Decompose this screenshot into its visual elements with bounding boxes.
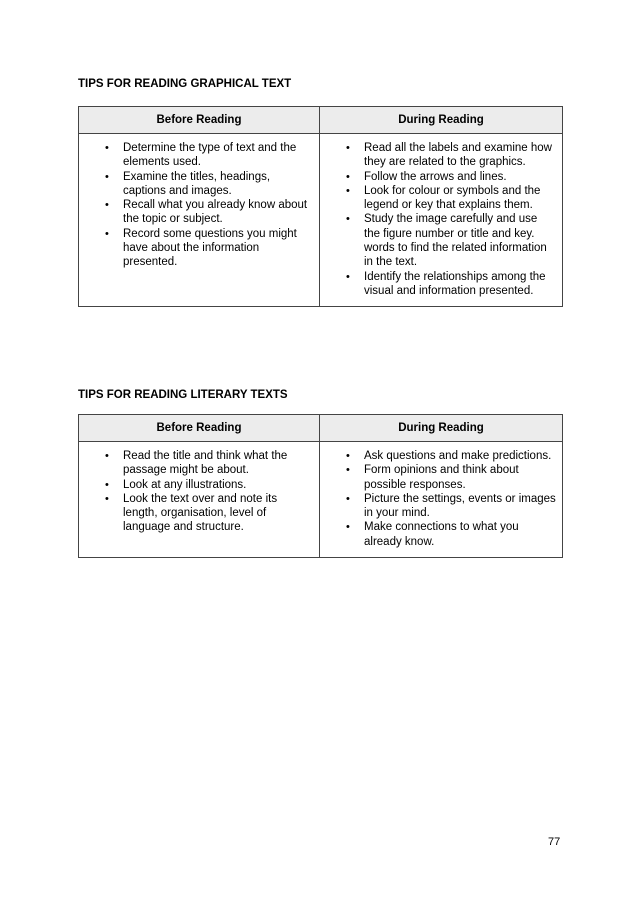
list-item [326, 492, 556, 521]
before-reading-cell [79, 134, 320, 307]
list-item-text: Record some questions you might have about the information presented. [123, 227, 297, 269]
list-item [326, 170, 556, 184]
bullet-icon: • [346, 184, 350, 197]
bullet-icon: • [346, 492, 350, 505]
literary-texts-table [78, 414, 563, 558]
list-item-text: Make connections to what you already know. [364, 521, 519, 548]
section-title-literary: TIPS FOR READING LITERARY TEXTS [78, 389, 288, 401]
bullet-icon: • [346, 142, 350, 154]
during-reading-list [326, 141, 556, 298]
list-item-text: Recall what you already know about the topic or subject. [123, 199, 308, 226]
table-row [79, 442, 563, 558]
during-reading-cell [320, 442, 563, 558]
list-item [85, 478, 313, 492]
list-item [326, 270, 556, 299]
bullet-icon: • [105, 170, 109, 183]
list-item [85, 227, 313, 270]
table-row [79, 134, 563, 307]
bullet-icon: • [346, 213, 350, 226]
list-item-text: Read the title and think what the passage might be about. [123, 450, 288, 477]
list-item-text: Determine the type of text and the elements used. [123, 142, 297, 169]
during-reading-cell [320, 134, 563, 307]
section-title-graphical: TIPS FOR READING GRAPHICAL TEXT [78, 78, 292, 90]
list-item-text: Look at any illustrations. [123, 478, 247, 491]
before-reading-list [85, 449, 313, 535]
list-item [326, 449, 556, 463]
bullet-icon: • [105, 450, 109, 462]
bullet-icon: • [346, 521, 350, 534]
list-item [85, 141, 313, 170]
list-item [85, 449, 313, 478]
graphical-text-table [78, 106, 563, 307]
list-item-text: Form opinions and think about possible responses. [364, 464, 519, 491]
list-item-text: Look for colour or symbols and the legend or key that explains them. [364, 184, 541, 212]
column-header-during: During Reading [320, 415, 563, 442]
list-item [326, 463, 556, 492]
list-item [326, 520, 556, 549]
list-item [85, 170, 313, 199]
before-reading-cell [79, 442, 320, 558]
bullet-icon: • [346, 450, 350, 462]
list-item [85, 492, 313, 535]
table-header-row [79, 107, 563, 134]
list-item [326, 212, 556, 269]
bullet-icon: • [105, 199, 109, 212]
bullet-icon: • [105, 227, 109, 240]
bullet-icon: • [105, 142, 109, 154]
page-number: 77 [548, 836, 561, 848]
list-item [326, 184, 556, 213]
bullet-icon: • [105, 478, 109, 491]
list-item-text: Picture the settings, events or images in your mind. [364, 492, 556, 520]
before-reading-list [85, 141, 313, 270]
list-item-text: Ask questions and make predictions. [364, 450, 552, 462]
list-item-text: Look the text over and note its length, organisation, level of language and structure. [123, 492, 278, 534]
bullet-icon: • [346, 464, 350, 477]
list-item [85, 198, 313, 227]
list-item [326, 141, 556, 170]
list-item-text: Read all the labels and examine how they are related to the graphics. [364, 142, 552, 169]
column-header-before: Before Reading [79, 107, 320, 134]
bullet-icon: • [346, 170, 350, 183]
list-item-text: Identify the relationships among the visual and information presented. [364, 270, 546, 297]
list-item-text: Follow the arrows and lines. [364, 170, 507, 183]
during-reading-list [326, 449, 556, 549]
column-header-before: Before Reading [79, 415, 320, 442]
table-header-row [79, 415, 563, 442]
column-header-during: During Reading [320, 107, 563, 134]
bullet-icon: • [346, 270, 350, 283]
list-item-text: Study the image carefully and use the figure number or title and key. words to find the related information in the text. [364, 213, 547, 269]
bullet-icon: • [105, 492, 109, 505]
list-item-text: Examine the titles, headings, captions and images. [123, 170, 271, 197]
